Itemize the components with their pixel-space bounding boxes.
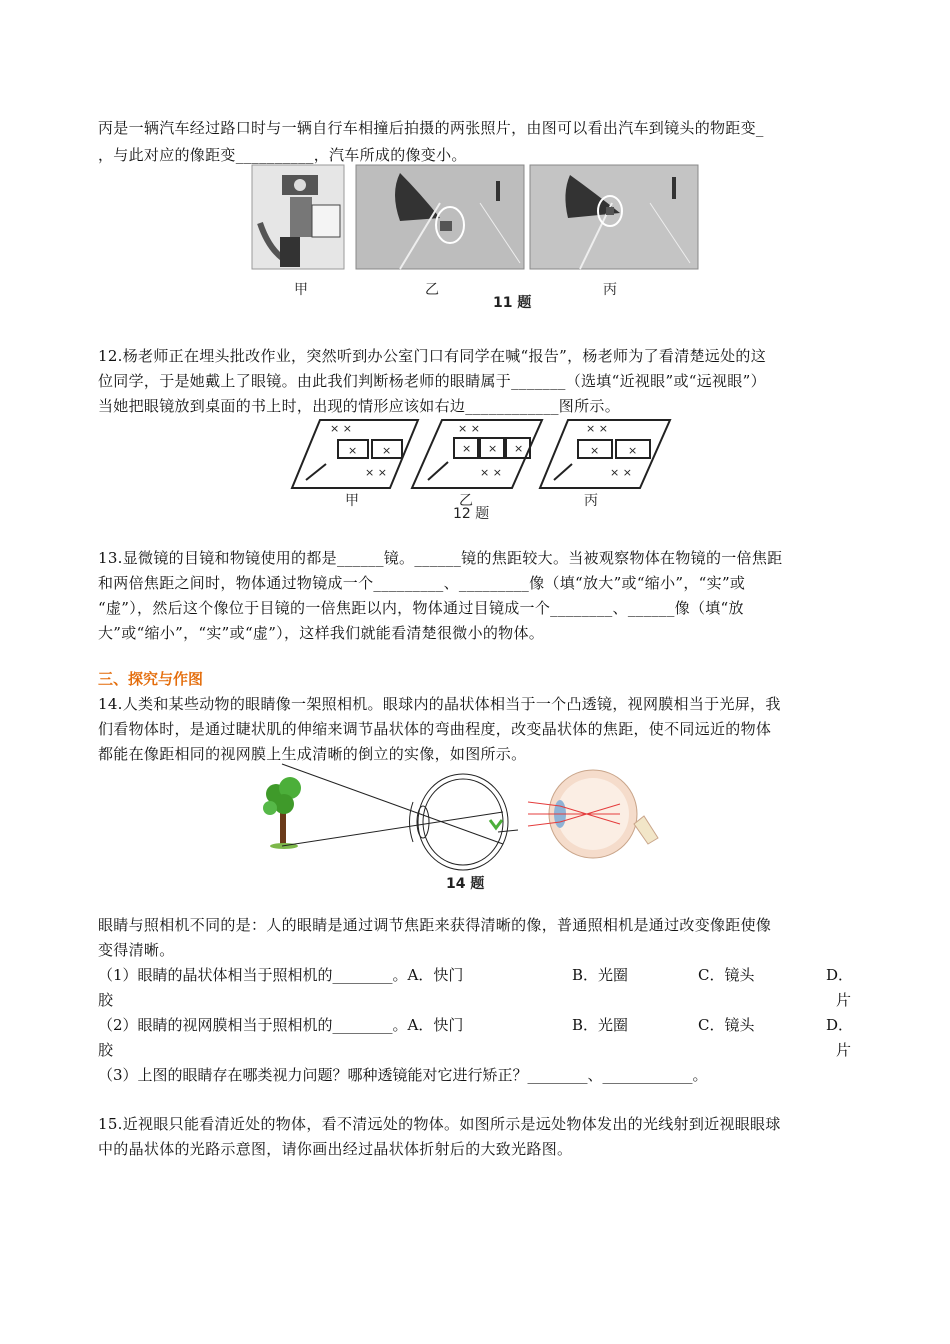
q12-label-bing: 丙 xyxy=(584,493,598,509)
crash-photo-bing xyxy=(530,165,698,269)
q14-after-line1: 眼睛与照相机不同的是：人的眼睛是通过调节焦距来获得清晰的像，普通照相机是通过改变像距使像 xyxy=(98,916,772,934)
q14-sub1-optB: B．光圈 xyxy=(572,966,629,984)
q14-sub1: （1）眼睛的晶状体相当于照相机的________。A．快门 xyxy=(98,966,464,984)
svg-text:× ×: × × xyxy=(365,466,387,479)
q11-label-yi: 乙 xyxy=(425,282,439,298)
svg-text:× ×: × × xyxy=(586,422,608,435)
q14-sub2-optD-a: 胶 xyxy=(98,1041,114,1059)
q11-photos-figure xyxy=(250,163,700,308)
svg-text:× ×: × × xyxy=(480,466,502,479)
q12-label-jia: 甲 xyxy=(345,493,359,509)
q11-line2: ，与此对应的像距变__________，汽车所成的像变小。 xyxy=(98,146,467,164)
svg-text:× ×: × × xyxy=(458,422,480,435)
q12-caption: 12 题 xyxy=(453,506,490,522)
q14-sub2-optC: C．镜头 xyxy=(698,1016,755,1034)
q14-eye-figure xyxy=(258,762,698,874)
camera-photo xyxy=(252,165,344,269)
q14-caption: 14 题 xyxy=(446,876,485,892)
q13-line2: 和两倍焦距之间时，物体通过物镜成一个_________、_________像（填“放大”或“缩小”，“实”或 xyxy=(98,574,746,592)
q13-line1: 13.显微镜的目镜和物镜使用的都是______镜。______镜的焦距较大。当被观察物体在物镜的一倍焦距 xyxy=(98,549,783,567)
q14-sub1-optC: C．镜头 xyxy=(698,966,755,984)
q14-sub1-optD: D． xyxy=(826,966,854,984)
svg-text:×: × xyxy=(488,442,498,455)
svg-text:×: × xyxy=(462,442,472,455)
q14-sub2-optB: B．光圈 xyxy=(572,1016,629,1034)
q11-label-jia: 甲 xyxy=(294,282,308,298)
q12-line3: 当她把眼镜放到桌面的书上时，出现的情形应该如右边____________图所示。 xyxy=(98,397,621,415)
q14-after-line2: 变得清晰。 xyxy=(98,941,175,959)
q14-sub1-optD-b: 片 xyxy=(836,991,852,1009)
svg-text:×: × xyxy=(348,444,358,457)
q14-sub2: （2）眼睛的视网膜相当于照相机的________。A．快门 xyxy=(98,1016,464,1034)
inverted-image-icon xyxy=(490,820,502,828)
section-heading: 三、探究与作图 xyxy=(98,670,204,688)
q14-sub2-optD: D． xyxy=(826,1016,854,1034)
q14-sub2-optD-b: 片 xyxy=(836,1041,852,1059)
svg-text:× ×: × × xyxy=(330,422,352,435)
q12-label-yi: 乙 xyxy=(459,493,473,509)
q14-sub3: （3）上图的眼睛存在哪类视力问题？哪种透镜能对它进行矫正？________、____________。 xyxy=(98,1066,708,1084)
tree-icon xyxy=(263,777,301,849)
svg-text:× ×: × × xyxy=(610,466,632,479)
q12-books-figure xyxy=(290,414,675,494)
q14-line2: 们看物体时，是通过睫状肌的伸缩来调节晶状体的弯曲程度，改变晶状体的焦距，使不同远近的物体 xyxy=(98,720,772,738)
q14-line3: 都能在像距相同的视网膜上生成清晰的倒立的实像，如图所示。 xyxy=(98,745,527,763)
q14-line1: 14.人类和某些动物的眼睛像一架照相机。眼球内的晶状体相当于一个凸透镜，视网膜相当于光屏，我 xyxy=(98,695,781,713)
q13-line3: “虚”），然后这个像位于目镜的一倍焦距以内，物体通过目镜成一个________、______像（填“放 xyxy=(98,599,744,617)
svg-text:×: × xyxy=(590,444,600,457)
q12-line1: 12.杨老师正在埋头批改作业，突然听到办公室门口有同学在喊“报告”，杨老师为了看清楚远处的这 xyxy=(98,347,766,365)
crash-photo-yi xyxy=(356,165,524,269)
q15-line1: 15.近视眼只能看清近处的物体，看不清远处的物体。如图所示是远处物体发出的光线射到近视眼眼球 xyxy=(98,1115,781,1133)
eyeball-illustration xyxy=(528,770,658,858)
q14-sub1-optD-a: 胶 xyxy=(98,991,114,1009)
q15-line2: 中的晶状体的光路示意图，请你画出经过晶状体折射后的大致光路图。 xyxy=(98,1140,573,1158)
svg-text:×: × xyxy=(382,444,392,457)
q12-line2: 位同学，于是她戴上了眼镜。由此我们判断杨老师的眼睛属于_______（选填“近视眼”或“远视眼”） xyxy=(98,372,766,390)
q11-label-bing: 丙 xyxy=(603,282,617,298)
svg-text:×: × xyxy=(514,442,524,455)
q11-line1: 丙是一辆汽车经过路口时与一辆自行车相撞后拍摄的两张照片，由图可以看出汽车到镜头的物距变_ xyxy=(98,119,764,137)
svg-text:×: × xyxy=(628,444,638,457)
q13-line4: 大”或“缩小”，“实”或“虚”），这样我们就能看清楚很微小的物体。 xyxy=(98,624,545,642)
q11-caption: 11 题 xyxy=(493,295,532,311)
